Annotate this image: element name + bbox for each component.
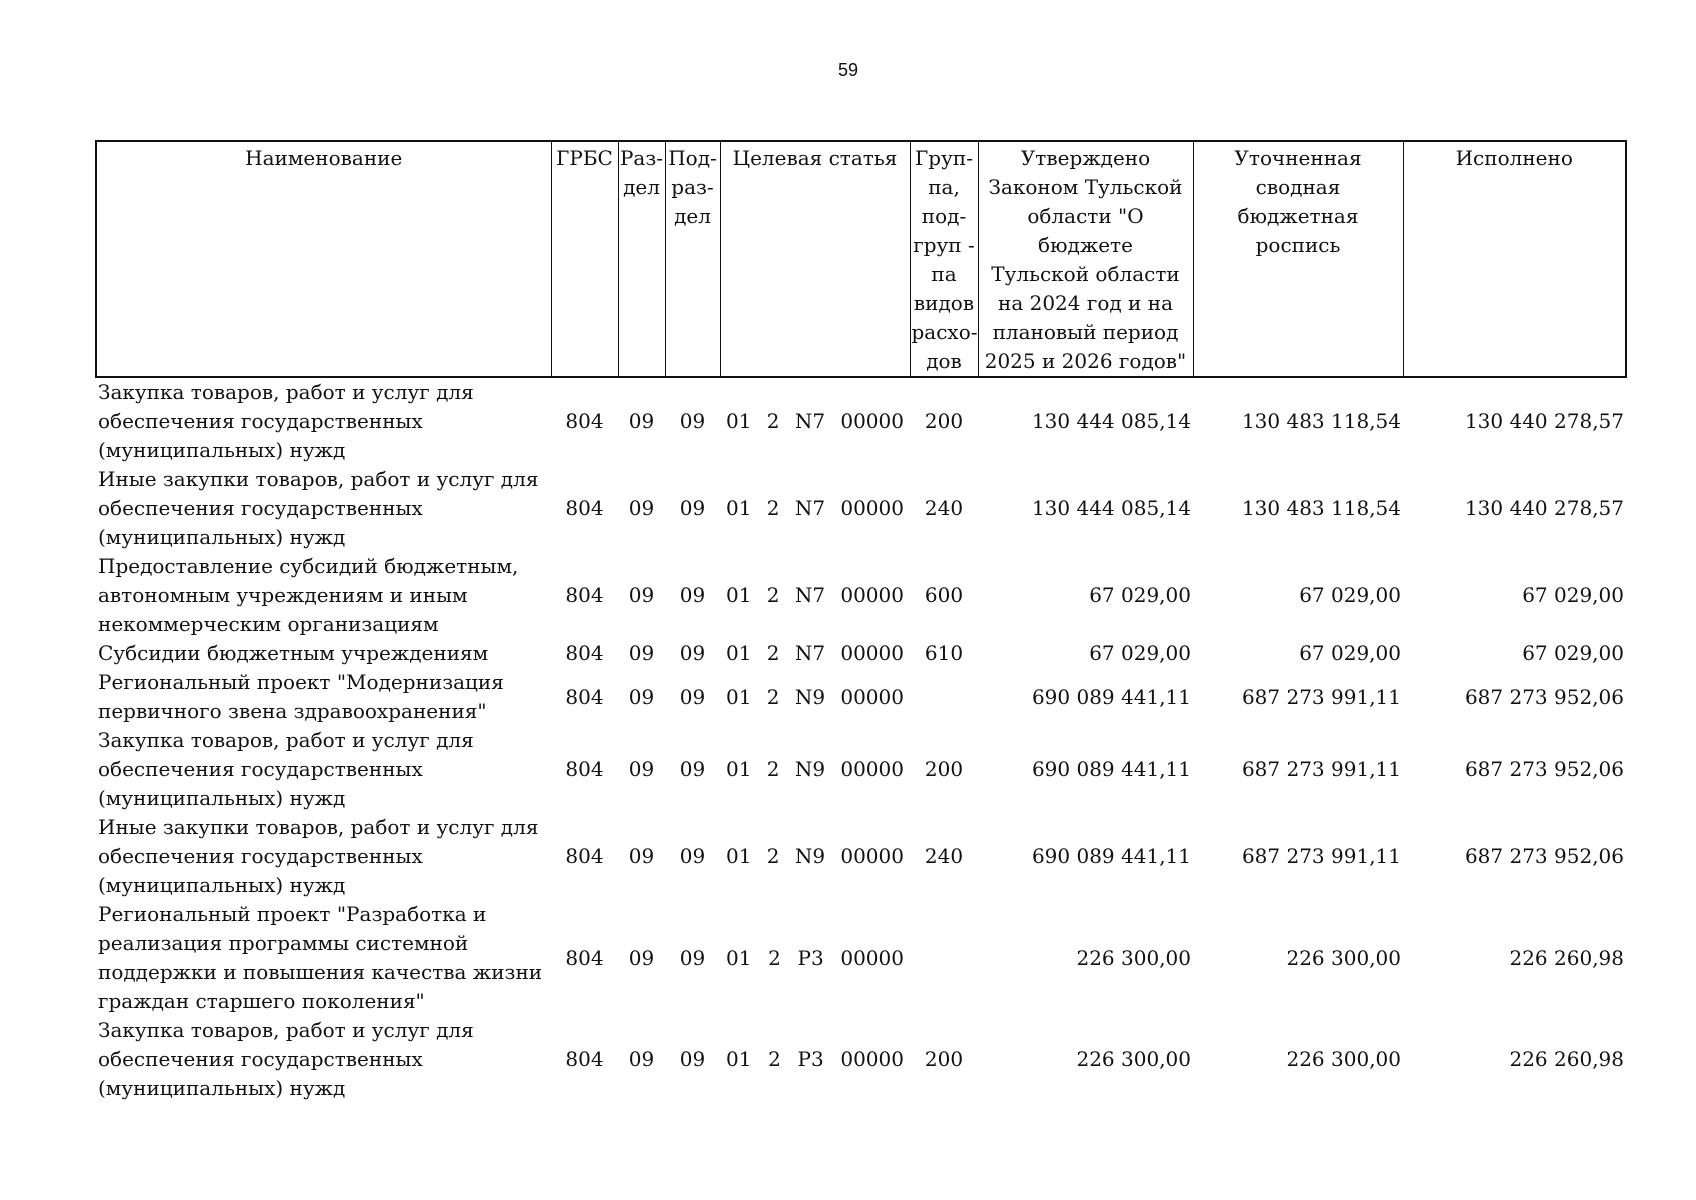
header-line: видов	[913, 291, 975, 315]
row-celevaya	[720, 726, 910, 813]
header-gruppa	[910, 141, 978, 377]
celevaya-part: P3	[797, 945, 824, 970]
row-name-line: автономным учреждениям и иным	[98, 583, 468, 607]
row-podrazdel: 09	[679, 684, 706, 709]
row-ispolneno: 130 440 278,57	[1464, 496, 1624, 520]
row-name-line: (муниципальных) нужд	[98, 438, 346, 462]
row-name-line: реализация программы системной	[98, 931, 469, 955]
row-utverzhdeno: 67 029,00	[1089, 583, 1191, 607]
row-celevaya	[720, 377, 910, 465]
celevaya-part: 00000	[840, 496, 904, 520]
row-ispolneno: 130 440 278,57	[1464, 409, 1624, 433]
row-podrazdel: 09	[679, 409, 706, 433]
row-gruppa	[910, 900, 978, 1016]
row-celevaya	[720, 813, 910, 900]
celevaya-part: 00000	[840, 757, 904, 781]
row-utochnennaya: 67 029,00	[1299, 641, 1401, 665]
row-name-line: Региональный проект "Разработка и	[98, 902, 487, 926]
row-ispolneno: 67 029,00	[1522, 641, 1624, 665]
celevaya-part: 01	[726, 844, 752, 868]
table-header	[96, 141, 1626, 377]
celevaya-part: 2	[766, 496, 780, 520]
table-row	[96, 813, 1626, 900]
row-name-line: Предоставление субсидий бюджетным,	[98, 554, 519, 578]
row-utverzhdeno: 690 089 441,11	[1031, 844, 1191, 868]
celevaya-part: 01	[726, 945, 752, 970]
row-name	[96, 668, 551, 726]
row-podrazdel: 09	[679, 496, 706, 520]
row-gruppa: 600	[924, 583, 964, 607]
row-grbs: 804	[565, 844, 604, 868]
row-name-line: Субсидии бюджетным учреждениям	[98, 641, 489, 665]
row-name-line: Закупка товаров, работ и услуг для	[98, 380, 474, 404]
row-name	[96, 552, 551, 639]
row-gruppa: 200	[924, 409, 964, 433]
row-utochnennaya: 687 273 991,11	[1241, 757, 1401, 781]
celevaya-part: N7	[794, 583, 826, 607]
row-podrazdel: 09	[679, 945, 706, 970]
row-name-line: поддержки и повышения качества жизни	[98, 960, 543, 984]
budget-table	[95, 140, 1627, 1103]
row-name-line: Иные закупки товаров, работ и услуг для	[98, 815, 539, 839]
celevaya-part: 01	[726, 757, 752, 781]
row-razdel: 09	[628, 409, 655, 433]
row-podrazdel: 09	[679, 844, 706, 868]
row-name-line: обеспечения государственных	[98, 409, 423, 433]
row-razdel: 09	[628, 496, 655, 520]
row-name	[96, 377, 551, 465]
row-name-line: обеспечения государственных	[98, 757, 423, 781]
row-razdel: 09	[628, 684, 655, 709]
header-utochnennaya	[1193, 141, 1403, 377]
row-ispolneno: 226 260,98	[1509, 945, 1624, 970]
row-utochnennaya: 226 300,00	[1286, 1047, 1401, 1071]
row-name-line: (муниципальных) нужд	[98, 1076, 346, 1100]
celevaya-part: 2	[766, 409, 780, 433]
header-razdel	[618, 141, 665, 377]
row-grbs: 804	[565, 945, 604, 970]
header-line: груп -	[913, 233, 975, 257]
table-row	[96, 1016, 1626, 1103]
header-grbs: ГРБС	[551, 141, 618, 377]
row-celevaya	[720, 639, 910, 668]
header-line: Под-	[668, 146, 717, 170]
table-row	[96, 668, 1626, 726]
header-utverzhdeno	[978, 141, 1193, 377]
row-name-line: (муниципальных) нужд	[98, 525, 346, 549]
row-ispolneno: 687 273 952,06	[1464, 844, 1624, 868]
header-line: 2025 и 2026 годов"	[984, 349, 1187, 373]
row-razdel: 09	[628, 757, 655, 781]
celevaya-part: 00000	[840, 409, 904, 433]
row-podrazdel: 09	[679, 641, 706, 665]
row-ispolneno: 687 273 952,06	[1464, 684, 1624, 709]
row-grbs: 804	[565, 1047, 604, 1071]
row-razdel: 09	[628, 844, 655, 868]
row-celevaya	[720, 668, 910, 726]
row-grbs: 804	[565, 684, 604, 709]
row-celevaya	[720, 552, 910, 639]
row-name-line: (муниципальных) нужд	[98, 873, 346, 897]
row-name-line: (муниципальных) нужд	[98, 786, 346, 810]
row-celevaya	[720, 1016, 910, 1103]
row-utverzhdeno: 690 089 441,11	[1031, 684, 1191, 709]
row-name	[96, 726, 551, 813]
header-line: сводная бюджетная	[1237, 175, 1359, 228]
celevaya-part: N9	[794, 757, 826, 781]
row-name-line: первичного звена здравоохранения"	[98, 699, 487, 723]
row-razdel: 09	[628, 583, 655, 607]
celevaya-part: 00000	[840, 684, 904, 709]
page-number: 59	[837, 60, 859, 80]
row-name	[96, 465, 551, 552]
row-podrazdel: 09	[679, 757, 706, 781]
row-utverzhdeno: 690 089 441,11	[1031, 757, 1191, 781]
header-line: роспись	[1255, 233, 1341, 257]
row-name-line: граждан старшего поколения"	[98, 989, 425, 1013]
row-gruppa	[910, 668, 978, 726]
celevaya-part: N7	[794, 409, 826, 433]
celevaya-part: 01	[726, 496, 752, 520]
table-row	[96, 465, 1626, 552]
row-gruppa: 200	[924, 757, 964, 781]
row-grbs: 804	[565, 496, 604, 520]
row-celevaya	[720, 465, 910, 552]
row-razdel: 09	[628, 945, 655, 970]
row-utverzhdeno: 226 300,00	[1076, 1047, 1191, 1071]
header-line: Груп-	[915, 146, 973, 170]
header-line: дов	[926, 349, 962, 373]
header-line: па	[931, 262, 957, 286]
header-line: па,	[928, 175, 960, 199]
row-name	[96, 1016, 551, 1103]
row-grbs: 804	[565, 583, 604, 607]
celevaya-part: N7	[794, 641, 826, 665]
celevaya-part: 00000	[840, 583, 904, 607]
table-row	[96, 726, 1626, 813]
header-podrazdel	[665, 141, 720, 377]
table-row	[96, 552, 1626, 639]
row-ispolneno: 226 260,98	[1509, 1047, 1624, 1071]
row-utochnennaya: 687 273 991,11	[1241, 844, 1401, 868]
celevaya-part: 2	[768, 945, 781, 970]
row-name-line: обеспечения государственных	[98, 1047, 423, 1071]
row-utverzhdeno: 67 029,00	[1089, 641, 1191, 665]
celevaya-part: N9	[794, 684, 826, 709]
row-name-line: Закупка товаров, работ и услуг для	[98, 728, 474, 752]
row-ispolneno: 67 029,00	[1522, 583, 1624, 607]
celevaya-part: 01	[726, 684, 752, 709]
row-gruppa: 610	[924, 641, 964, 665]
header-celevaya: Целевая статья	[720, 141, 910, 377]
row-utochnennaya: 226 300,00	[1286, 945, 1401, 970]
row-utochnennaya: 130 483 118,54	[1241, 496, 1401, 520]
header-line: плановый период	[992, 320, 1179, 344]
celevaya-part: 00000	[840, 844, 904, 868]
row-utochnennaya: 67 029,00	[1299, 583, 1401, 607]
header-line: Законом Тульской	[988, 175, 1183, 199]
row-name	[96, 813, 551, 900]
celevaya-part: N7	[794, 496, 826, 520]
row-celevaya	[720, 900, 910, 1016]
row-ispolneno: 687 273 952,06	[1464, 757, 1624, 781]
celevaya-part: 00000	[840, 1047, 904, 1071]
celevaya-part: 2	[768, 1047, 781, 1071]
celevaya-part: 01	[726, 1047, 752, 1071]
row-grbs: 804	[565, 409, 604, 433]
header-line: области "О бюджете	[1027, 204, 1144, 257]
celevaya-part: 2	[766, 684, 780, 709]
row-razdel: 09	[628, 641, 655, 665]
celevaya-part: 2	[766, 583, 780, 607]
header-line: Уточненная	[1234, 146, 1362, 170]
row-name-line: обеспечения государственных	[98, 844, 423, 868]
row-grbs: 804	[565, 641, 604, 665]
header-line: раз-	[671, 175, 714, 199]
row-utverzhdeno: 130 444 085,14	[1031, 496, 1191, 520]
header-line: Раз-	[619, 146, 664, 170]
row-utverzhdeno: 130 444 085,14	[1031, 409, 1191, 433]
row-gruppa: 240	[924, 844, 964, 868]
celevaya-part: P3	[797, 1047, 824, 1071]
row-podrazdel: 09	[679, 583, 706, 607]
row-gruppa: 200	[924, 1047, 964, 1071]
celevaya-part: 00000	[840, 641, 904, 665]
row-podrazdel: 09	[679, 1047, 706, 1071]
celevaya-part: N9	[794, 844, 826, 868]
celevaya-part: 01	[726, 409, 752, 433]
row-name-line: обеспечения государственных	[98, 496, 423, 520]
table-row	[96, 900, 1626, 1016]
header-name: Наименование	[96, 141, 551, 377]
row-name	[96, 639, 551, 668]
row-utochnennaya: 130 483 118,54	[1241, 409, 1401, 433]
row-name-line: Закупка товаров, работ и услуг для	[98, 1018, 474, 1042]
header-line: Тульской области	[991, 262, 1180, 286]
row-name	[96, 900, 551, 1016]
celevaya-part: 01	[726, 583, 752, 607]
row-name-line: Региональный проект "Модернизация	[98, 670, 504, 694]
row-utverzhdeno: 226 300,00	[1076, 945, 1191, 970]
header-line: на 2024 год и на	[998, 291, 1173, 315]
celevaya-part: 2	[766, 844, 780, 868]
celevaya-part: 00000	[840, 945, 904, 970]
table-row	[96, 377, 1626, 465]
celevaya-part: 2	[766, 757, 780, 781]
celevaya-part: 2	[766, 641, 780, 665]
row-gruppa: 240	[924, 496, 964, 520]
header-line: расхо-	[911, 320, 978, 344]
celevaya-part: 01	[726, 641, 752, 665]
header-line: дел	[674, 204, 711, 228]
table-row	[96, 639, 1626, 668]
row-name-line: Иные закупки товаров, работ и услуг для	[98, 467, 539, 491]
row-name-line: некоммерческим организациям	[98, 612, 439, 636]
row-razdel: 09	[628, 1047, 655, 1071]
header-ispolneno: Исполнено	[1403, 141, 1626, 377]
header-line: Утверждено	[1020, 146, 1151, 170]
row-grbs: 804	[565, 757, 604, 781]
header-line: дел	[623, 175, 660, 199]
row-utochnennaya: 687 273 991,11	[1241, 684, 1401, 709]
header-line: под-	[921, 204, 967, 228]
